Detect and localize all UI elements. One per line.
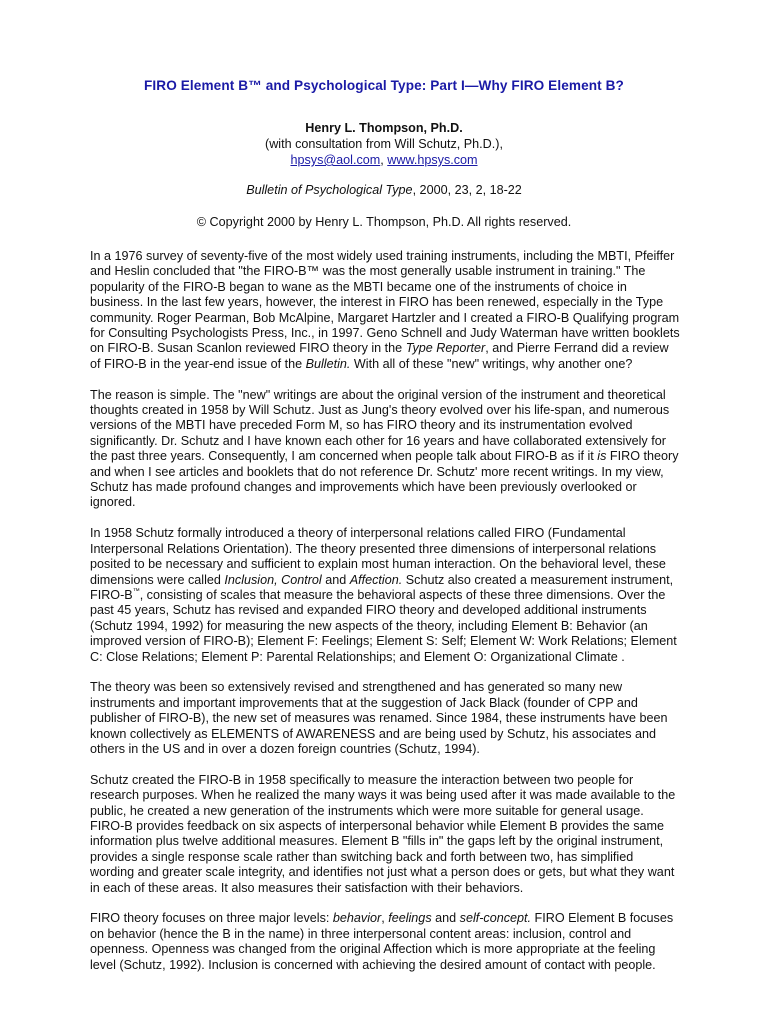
trademark-mark: ™ xyxy=(132,587,140,595)
contact-links xyxy=(0,152,768,168)
author-name: Henry L. Thompson, Ph.D. xyxy=(305,121,463,135)
copyright-notice: © Copyright 2000 by Henry L. Thompson, Ph.D. All rights reserved. xyxy=(196,215,572,229)
paragraph-2: The reason is simple. The "new" writings are about the original version of the instrument and theoretical thoughts created in 1958 by Will Schutz. Just as Jung's theory evolved over his life-span, and numerous versions of the MBTI have preceded Form M, so has FIRO theory and its instrumentation evolved significantly. Dr. Schutz and I have known each other for 16 years and have collaborated extensively for the past three years. Consequently, I am concerned when people talk about FIRO-B as if it is FIRO theory and when I see articles and booklets that do not reference Dr. Schutz' more recent writings. In my view, Schutz has made profound changes and improvements which have been previously overlooked or ignored. xyxy=(90,387,679,510)
journal-details: , 2000, 23, 2, 18-22 xyxy=(412,183,522,197)
paragraph-1: In a 1976 survey of seventy-five of the most widely used training instruments, including the MBTI, Pfeiffer and Heslin concluded that "the FIRO-B™ was the most generally usable instrument in training." The popularity of the FIRO-B began to wane as the MBTI became one of the instruments of choice in business. In the last few years, however, the interest in FIRO has been renewed, especially in the Type community. Roger Pearman, Bob McAlpine, Margaret Hartzler and I created a FIRO-B Qualifying program for Consulting Psychologists Press, Inc., in 1997. Geno Schnell and Judy Waterman have written booklets on FIRO-B. Susan Scanlon reviewed FIRO theory in the Type Reporter, and Pierre Ferrand did a review of FIRO-B in the year-end issue of the Bulletin. With all of these "new" writings, why another one? xyxy=(90,249,680,371)
paragraph-5: Schutz created the FIRO-B in 1958 specifically to measure the interaction between two people for research purposes. When he realized the many ways it was being used after it was made available to the public, he created a new generation of the instruments which were more suitable for general usage. FIRO-B provides feedback on six aspects of interpersonal behavior while Element B provides the same information plus twelve additional measures. Element B "fills in" the gaps left by the original instrument, provides a single response scale rather than switching back and forth between two, has simplified wording and greater scale integrity, and identifies not just what a person does or gets, but what they want in each of these areas. It also measures their satisfaction with their behaviors. xyxy=(90,772,676,895)
paragraph-3: In 1958 Schutz formally introduced a theory of interpersonal relations called FIRO (Fundamental Interpersonal Relations Orientation). The theory presented three dimensions of interpersonal relations posited to be necessary and sufficient to explain most human interaction. On the behavioral level, these dimensions were called Inclusion, Control and Affection. Schutz also created a measurement instrument, FIRO-B™, consisting of scales that measure the behavioral aspects of these three dimensions. Over the past 45 years, Schutz has revised and expanded FIRO theory and developed additional instruments (Schutz 1994, 1992) for measuring the new aspects of the theory, including Element B: Behavior (an improved version of FIRO-B); Element F: Feelings; Element S: Self; Element W: Work Relations; Element C: Close Relations; Element P: Parental Relationships; and Element O: Organizational Climate . xyxy=(90,526,677,664)
document-title: FIRO Element B™ and Psychological Type: Part I—Why FIRO Element B? xyxy=(144,78,624,93)
consultation-note: (with consultation from Will Schutz, Ph.D.), xyxy=(265,137,503,151)
email-link[interactable]: hpsys@aol.com xyxy=(290,153,381,167)
article-body xyxy=(90,249,680,988)
paragraph-4: The theory was been so extensively revised and strengthened and has generated so many new instruments and important improvements that at the suggestion of Jack Black (founder of CPP and publisher of FIRO-B), the new set of measures was renamed. Since 1984, these instruments have been known collectively as ELEMENTS of AWARENESS and are being used by Schutz, his associates and others in the US and in over a dozen foreign countries (Schutz, 1994). xyxy=(90,680,668,756)
journal-name: Bulletin of Psychological Type xyxy=(246,183,413,197)
website-link[interactable]: www.hpsys.com xyxy=(387,153,478,167)
paragraph-6: FIRO theory focuses on three major levels: behavior, feelings and self-concept. FIRO Element B focuses on behavior (hence the B in the name) in three interpersonal content areas: inclusion, control and openness. Openness was changed from the original Affection which is more appropriate at the feeling level (Schutz, 1992). Inclusion is concerned with achieving the desired amount of contact with people. xyxy=(90,911,674,972)
journal-citation xyxy=(0,182,768,198)
link-separator: , xyxy=(380,153,388,167)
